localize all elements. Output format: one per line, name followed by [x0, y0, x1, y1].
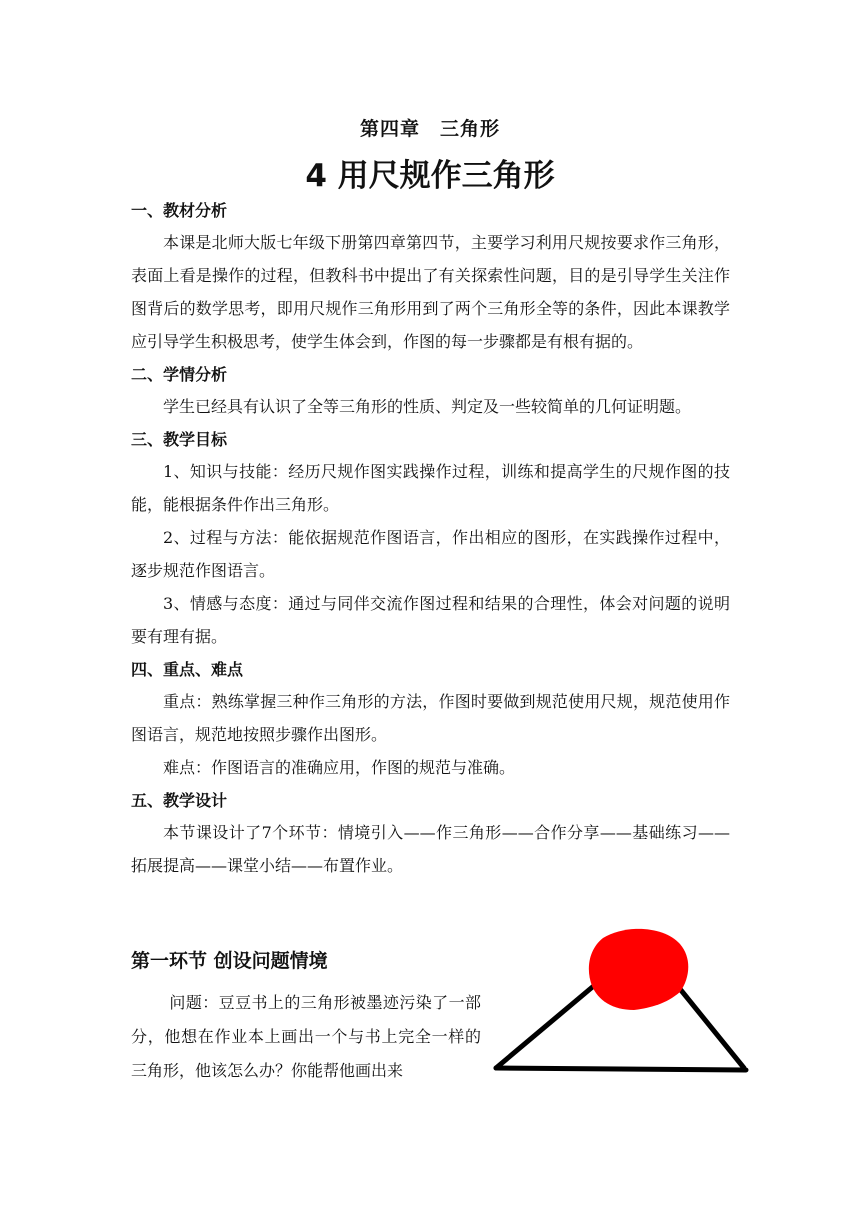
lesson-body — [131, 196, 730, 882]
section-heading: 五、教学设计 — [131, 791, 228, 810]
paragraph: 2、过程与方法：能依据规范作图语言，作出相应的图形，在实践操作过程中，逐步规范作图语言。 — [131, 528, 730, 580]
section-analysis — [131, 196, 730, 358]
section-heading: 四、重点、难点 — [131, 660, 244, 679]
paragraph: 重点：熟练掌握三种作三角形的方法，作图时要做到规范使用尺规，规范使用作图语言，规范地按照步骤作出图形。 — [131, 692, 730, 744]
triangle-right-side — [676, 984, 744, 1068]
chapter-heading: 第四章 三角形 — [359, 118, 500, 140]
section-heading: 二、学情分析 — [131, 365, 228, 384]
paragraph: 1、知识与技能：经历尺规作图实践操作过程，训练和提高学生的尺规作图的技能，能根据条件作出三角形。 — [131, 462, 730, 514]
paragraph: 3、情感与态度：通过与同伴交流作图过程和结果的合理性，体会对问题的说明要有理有据。 — [131, 594, 730, 646]
section-design — [131, 786, 730, 882]
problem-text: 问题：豆豆书上的三角形被墨迹污染了一部分，他想在作业本上画出一个与书上完全一样的三角形，他该怎么办？你能帮他画出来 — [131, 993, 481, 1080]
ink-stained-triangle-figure — [488, 922, 758, 1082]
lesson-title: 4 用尺规作三角形 — [305, 158, 555, 194]
ink-blot — [589, 929, 688, 1010]
triangle-left-side — [496, 984, 596, 1068]
paragraph: 难点：作图语言的准确应用，作图的规范与准确。 — [163, 758, 516, 777]
section-heading: 三、教学目标 — [131, 430, 228, 449]
section-goals — [131, 425, 730, 653]
triangle-base — [496, 1068, 746, 1070]
section-key-points — [131, 655, 730, 784]
paragraph: 本课是北师大版七年级下册第四章第四节，主要学习利用尺规按要求作三角形，表面上看是操作的过程，但教科书中提出了有关探索性问题，目的是引导学生关注作图背后的数学思考，即用尺规作三角形用到了两个三角形全等的条件，因此本课教学应引导学生积极思考，使学生体会到，作图的每一步骤都是有根有据的。 — [131, 233, 730, 351]
paragraph: 本节课设计了7个环节：情境引入——作三角形——合作分享——基础练习——拓展提高——课堂小结——布置作业。 — [131, 823, 730, 875]
section-one-title: 第一环节 创设问题情境 — [131, 950, 328, 972]
section-students — [131, 360, 730, 423]
section-heading: 一、教材分析 — [131, 201, 228, 220]
paragraph: 学生已经具有认识了全等三角形的性质、判定及一些较简单的几何证明题。 — [163, 397, 692, 416]
